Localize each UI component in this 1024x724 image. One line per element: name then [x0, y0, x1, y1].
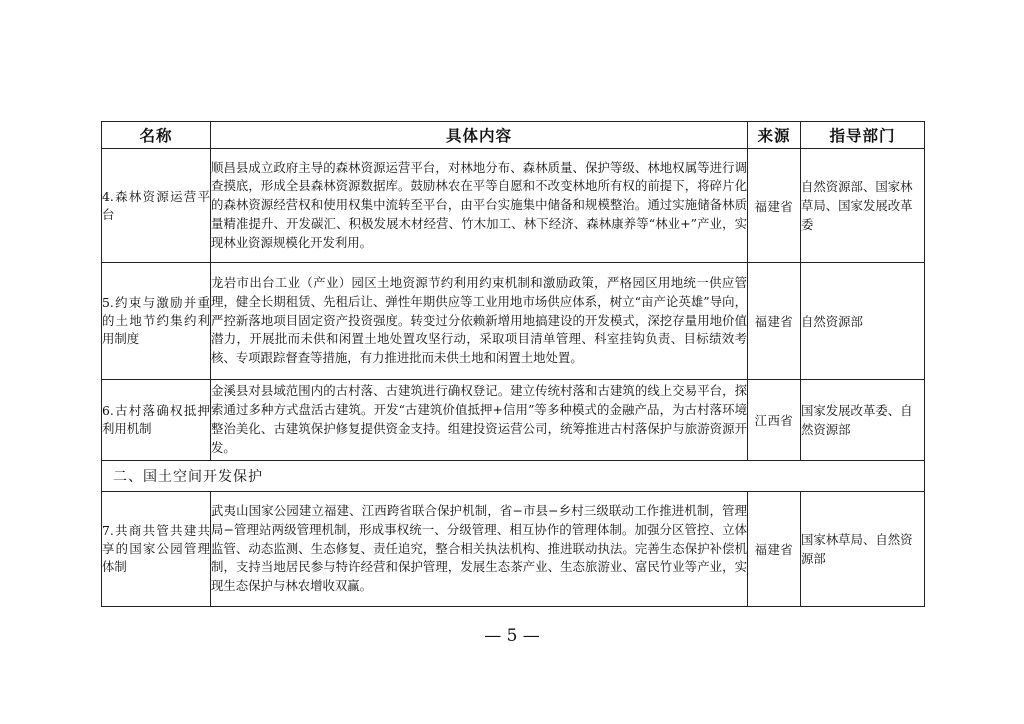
table-row [102, 149, 925, 263]
row-source: 江西省 [748, 380, 801, 461]
header-source: 来源 [748, 122, 801, 149]
section-row [102, 461, 925, 492]
section-title: 二、国土空间开发保护 [102, 461, 925, 492]
table-row [102, 263, 925, 380]
table-row [102, 380, 925, 461]
row-name: 4.森林资源运营平台 [102, 149, 211, 263]
row-source: 福建省 [748, 263, 801, 380]
policy-table [101, 121, 925, 607]
page-number: — 5 — [484, 626, 540, 646]
row-dept: 自然资源部、国家林草局、国家发展改革委 [801, 149, 925, 263]
header-content: 具体内容 [211, 122, 748, 149]
row-name: 6.古村落确权抵押利用机制 [102, 380, 211, 461]
header-dept: 指导部门 [801, 122, 925, 149]
header-name: 名称 [102, 122, 211, 149]
row-dept: 国家发展改革委、自然资源部 [801, 380, 925, 461]
row-content: 武夷山国家公园建立福建、江西跨省联合保护机制，省−市县−乡村三级联动工作推进机制，管理局−管理站两级管理机制，形成事权统一、分级管理、相互协作的管理体制。加强分区管控、立体监管、动态监测、生态修复、责任追究，整合相关执法机构、推进联动执法。完善生态保护补偿机制，支持当地居民参与特许经营和保护管理，发展生态茶产业、生态旅游业、富民竹业等产业，实现生态保护与林农增收双赢。 [211, 492, 748, 607]
row-source: 福建省 [748, 492, 801, 607]
table-header-row [102, 122, 925, 149]
row-source: 福建省 [748, 149, 801, 263]
row-name: 5.约束与激励并重的土地节约集约利用制度 [102, 263, 211, 380]
row-content: 龙岩市出台工业（产业）园区土地资源节约利用约束机制和激励政策，严格园区用地统一供应管理，健全长期租赁、先租后让、弹性年期供应等工业用地市场供应体系，树立“亩产论英雄”导向，严控新落地项目固定资产投资强度。转变过分依赖新增用地搞建设的开发模式，深挖存量用地价值潜力，开展批而未供和闲置土地处置攻坚行动，采取项目清单管理、科室挂钩负责、目标绩效考核、专项跟踪督查等措施，有力推进批而未供土地和闲置土地处置。 [211, 263, 748, 380]
row-content: 金溪县对县域范围内的古村落、古建筑进行确权登记。建立传统村落和古建筑的线上交易平台，探索通过多种方式盘活古建筑。开发“古建筑价值抵押+信用”等多种模式的金融产品，为古村落环境整治美化、古建筑保护修复提供资金支持。组建投资运营公司，统筹推进古村落保护与旅游资源开发。 [211, 380, 748, 461]
row-content: 顺昌县成立政府主导的森林资源运营平台，对林地分布、森林质量、保护等级、林地权属等进行调查摸底，形成全县森林资源数据库。鼓励林农在平等自愿和不改变林地所有权的前提下，将碎片化的森林资源经营权和使用权集中流转至平台，由平台实施集中储备和规模整治。通过实施储备林质量精准提升、开发碳汇、积极发展木材经营、竹木加工、林下经济、森林康养等“林业+”产业，实现林业资源规模化开发利用。 [211, 149, 748, 263]
row-dept: 自然资源部 [801, 263, 925, 380]
row-dept: 国家林草局、自然资源部 [801, 492, 925, 607]
row-name: 7.共商共管共建共享的国家公园管理体制 [102, 492, 211, 607]
table-row [102, 492, 925, 607]
